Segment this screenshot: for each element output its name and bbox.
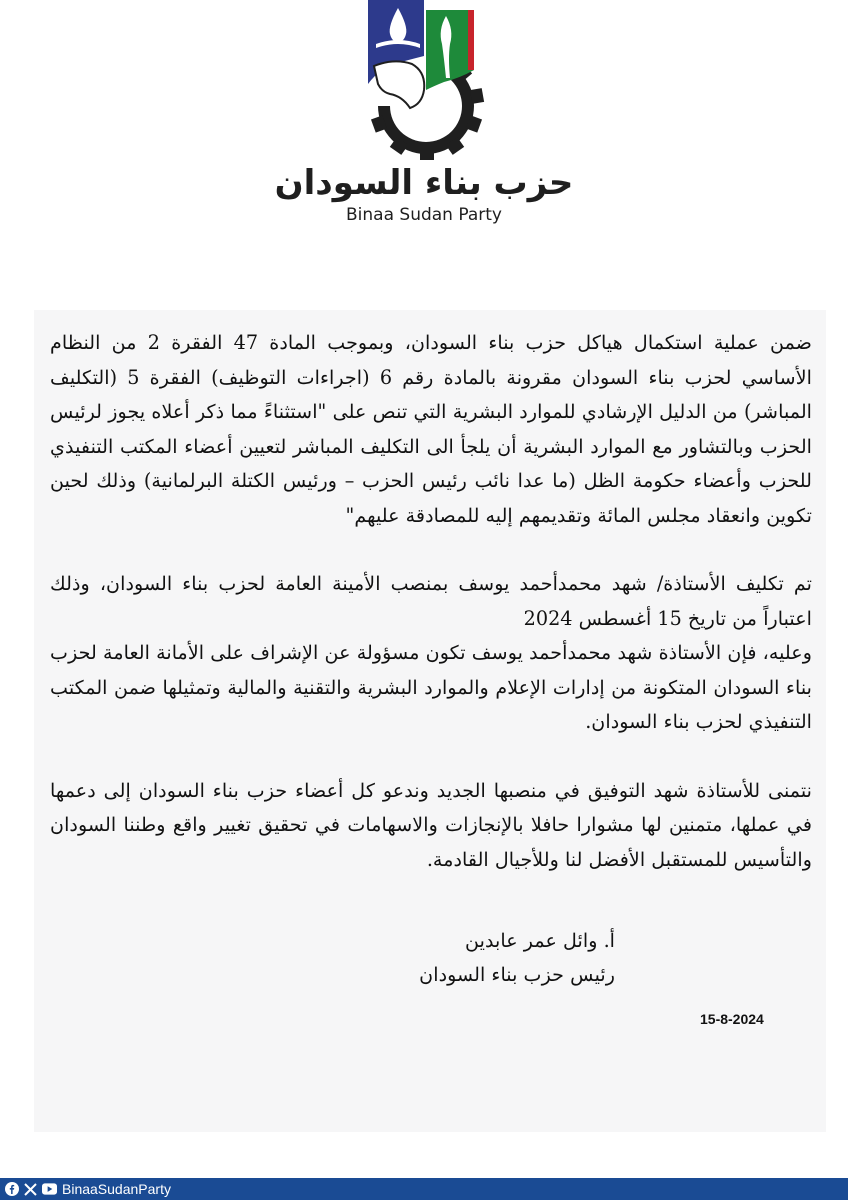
party-logo — [364, 0, 488, 160]
eagle-icon — [374, 61, 424, 108]
signatory-title: رئيس حزب بناء السودان — [419, 963, 615, 986]
letter-date: 15-8-2024 — [700, 1011, 764, 1027]
letter-paragraph: نتمنى للأستاذة شهد التوفيق في منصبها الجديد وندعو كل أعضاء حزب بناء السودان إلى دعمها في عملها، متمنين لها مشوارا حافلا بالإنجازات والاسهامات في تحقيق تغيير واقع وطننا السودان والتأسيس للمستقبل الأفضل لنا وللأجيال القادمة. — [50, 778, 812, 871]
youtube-icon[interactable] — [42, 1182, 57, 1197]
social-footer — [0, 1178, 848, 1200]
party-name-arabic: حزب بناء السودان — [274, 163, 574, 203]
signature-block — [419, 924, 615, 992]
x-icon[interactable] — [23, 1182, 38, 1197]
letter-paragraph: وعليه، فإن الأستاذة شهد محمدأحمد يوسف تكون مسؤولة عن الإشراف على الأمانة العامة لحزب بناء السودان المتكونة من إدارات الإعلام والموارد البشرية والتقنية والمالية وتمثيلها ضمن المكتب التنفيذي لحزب بناء السودان. — [50, 641, 812, 733]
party-name-english: Binaa Sudan Party — [346, 205, 502, 225]
facebook-icon[interactable] — [4, 1182, 19, 1197]
letter-paragraph: ضمن عملية استكمال هياكل حزب بناء السودان، وبموجب المادة 47 الفقرة 2 من النظام الأساسي لحزب بناء السودان مقرونة بالمادة رقم 6 (اجراءات التوظيف) الفقرة 5 (التكليف المباشر) من الدليل الإرشادي للموارد البشرية التي تنص على "استثناءً مما ذكر أعلاه يجوز لرئيس الحزب وبالتشاور مع الموارد البشرية أن يلجأ الى التكليف المباشر لتعيين أعضاء المكتب التنفيذي للحزب وأعضاء حكومة الظل (ما عدا نائب رئيس الحزب – ورئيس الكتلة البرلمانية) وذلك لحين تكوين وانعقاد مجلس المائة وتقديمهم إليه للمصادقة عليهم" — [50, 331, 812, 527]
letter-paragraph: تم تكليف الأستاذة/ شهد محمدأحمد يوسف بمنصب الأمينة العامة لحزب بناء السودان، وذلك اعتباراً من تاريخ 15 أغسطس 2024 — [50, 572, 812, 630]
signatory-name: أ. وائل عمر عابدين — [465, 929, 615, 952]
social-handle[interactable]: BinaaSudanParty — [62, 1181, 171, 1197]
letter-body — [50, 326, 812, 877]
